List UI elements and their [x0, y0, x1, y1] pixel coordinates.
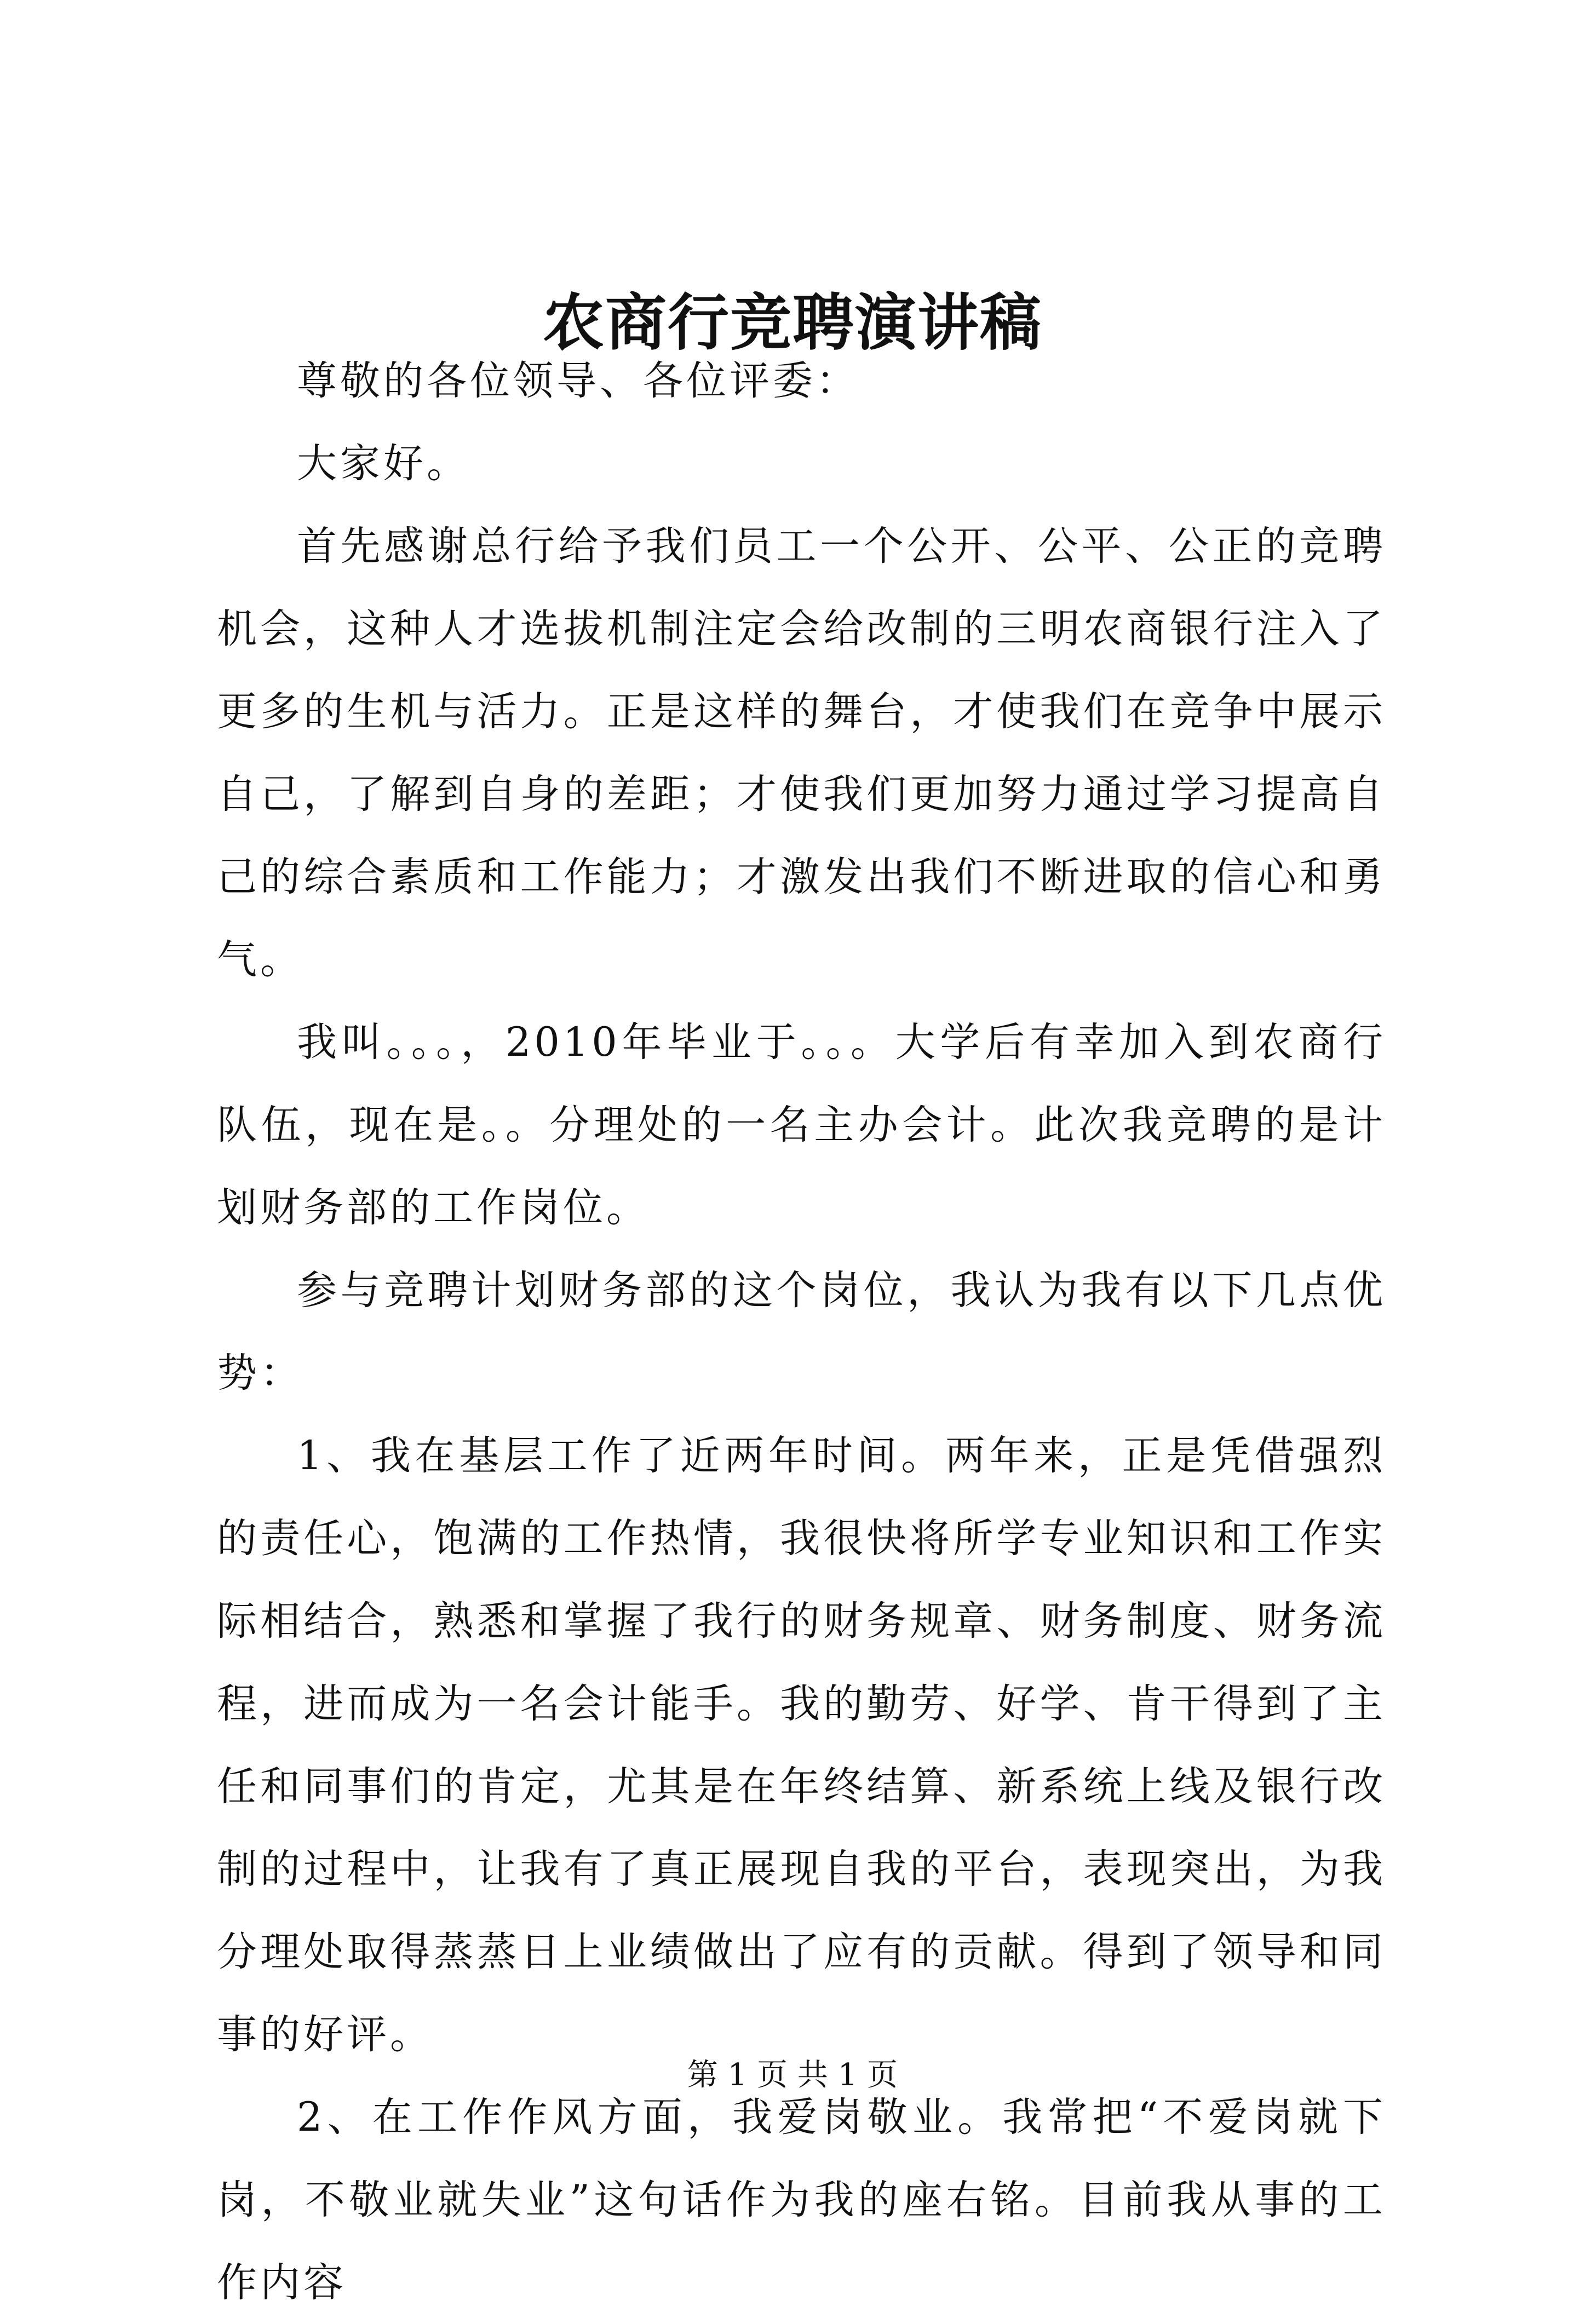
- paragraph-advantages-intro: 参与竞聘计划财务部的这个岗位，我认为我有以下几点优势：: [217, 1267, 1386, 1396]
- paragraph-advantage-1: 1、我在基层工作了近两年时间。两年来，正是凭借强烈的责任心，饱满的工作热情，我很快将所学专业知识和工作实际相结合，熟悉和掌握了我行的财务规章、财务制度、财务流程，进而成为一名会计能手。我的勤劳、好学、肯干得到了主任和同事们的肯定，尤其是在年终结算、新系统上线及银行改制的过程中，让我有了真正展现自我的平台，表现突出，为我分理处取得蒸蒸日上业绩做出了应有的贡献。得到了领导和同事的好评。: [217, 1433, 1386, 2058]
- greeting: 大家好。: [297, 440, 470, 487]
- document-body: [217, 340, 1386, 2324]
- paragraph-advantage-2: 2、在工作作风方面，我爱岗敬业。我常把“不爱岗就下岗，不敬业就失业”这句话作为我的座右铭。目前我从事的工作内容: [217, 2094, 1386, 2306]
- paragraph-self-introduction: 我叫。。。，2010年毕业于。。。大学后有幸加入到农商行队伍，现在是。。分理处的一名主办会计。此次我竞聘的是计划财务部的工作岗位。: [217, 1019, 1386, 1231]
- document-title: 农商行竞聘演讲稿: [543, 287, 1042, 359]
- paragraph-thanks: 首先感谢总行给予我们员工一个公开、公平、公正的竞聘机会，这种人才选拔机制注定会给改制的三明农商银行注入了更多的生机与活力。正是这样的舞台，才使我们在竞争中展示自己，了解到自身的差距；才使我们更加努力通过学习提高自己的综合素质和工作能力；才激发出我们不断进取的信心和勇气。: [217, 523, 1386, 983]
- page-footer: 第 1 页 共 1 页: [687, 2057, 898, 2093]
- salutation: 尊敬的各位领导、各位评委：: [297, 358, 859, 404]
